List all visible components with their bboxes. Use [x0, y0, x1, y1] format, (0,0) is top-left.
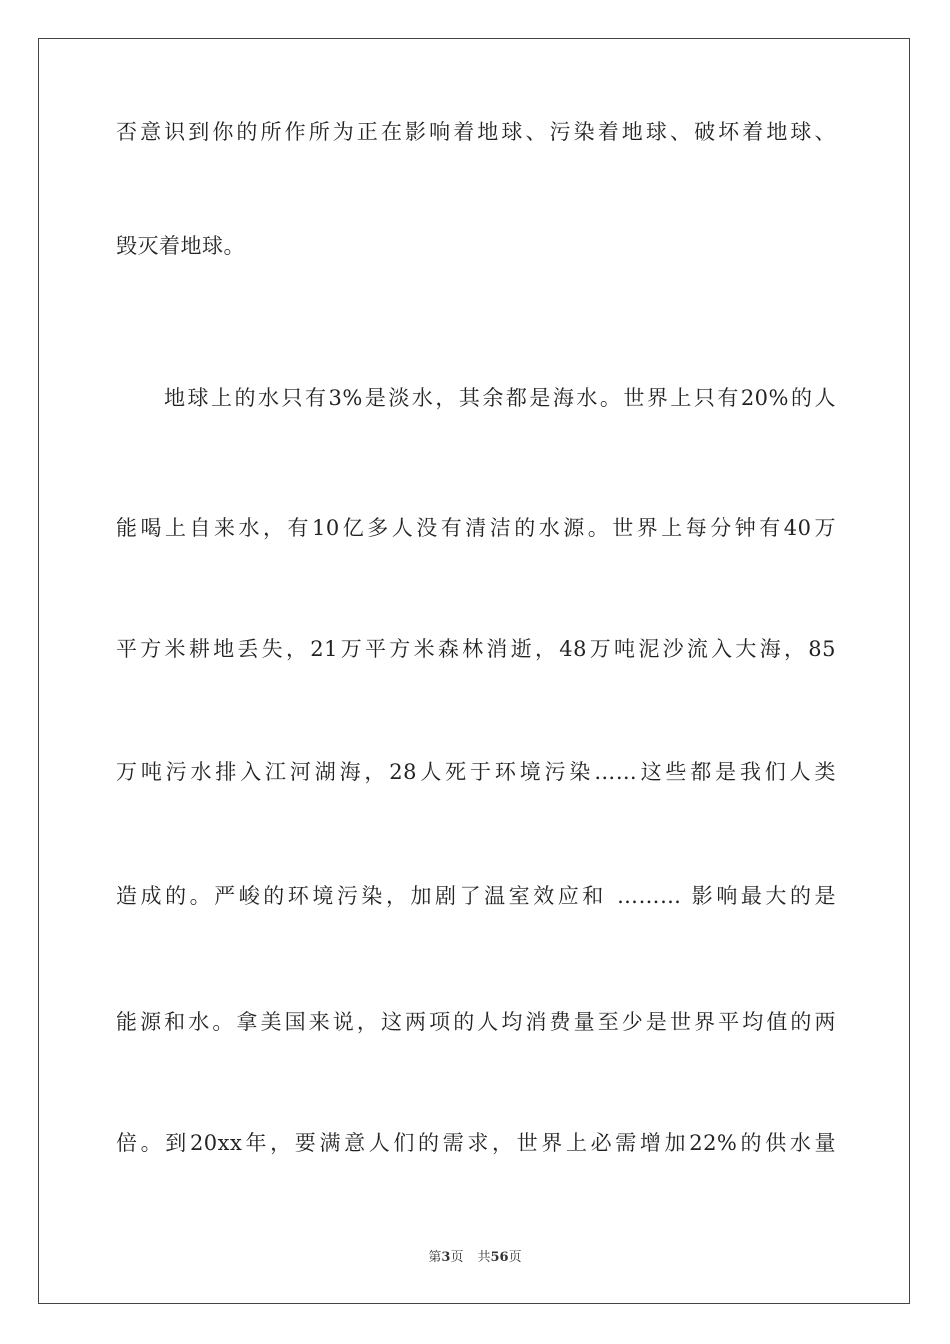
text-line-7: 造成的。严峻的环境污染，加剧了温室效应和 ……… 影响最大的是: [116, 884, 836, 908]
text-line-1: 否意识到你的所作所为正在影响着地球、污染着地球、破坏着地球、: [116, 120, 836, 144]
text-line-2: 毁灭着地球。: [116, 234, 245, 258]
text-line-3: 地球上的水只有3%是淡水，其余都是海水。世界上只有20%的人: [164, 386, 836, 410]
page-number: 3: [441, 1250, 451, 1265]
page-footer: [0, 1246, 950, 1265]
page-border: [38, 38, 910, 1304]
text-line-5: 平方米耕地丢失，21万平方米森林消逝，48万吨泥沙流入大海，85: [116, 637, 836, 661]
page-prefix: 第: [428, 1250, 442, 1265]
page-suffix: 页: [450, 1250, 464, 1265]
text-line-6: 万吨污水排入江河湖海，28人死于环境污染……这些都是我们人类: [116, 760, 836, 784]
total-prefix: 共: [477, 1250, 491, 1265]
text-line-8: 能源和水。拿美国来说，这两项的人均消费量至少是世界平均值的两: [116, 1010, 836, 1034]
text-line-9: 倍。到20xx年，要满意人们的需求，世界上必需增加22%的供水量: [116, 1131, 836, 1155]
total-pages: 56: [490, 1250, 509, 1265]
text-line-4: 能喝上自来水，有10亿多人没有清洁的水源。世界上每分钟有40万: [116, 516, 836, 540]
total-suffix: 页: [508, 1250, 522, 1265]
